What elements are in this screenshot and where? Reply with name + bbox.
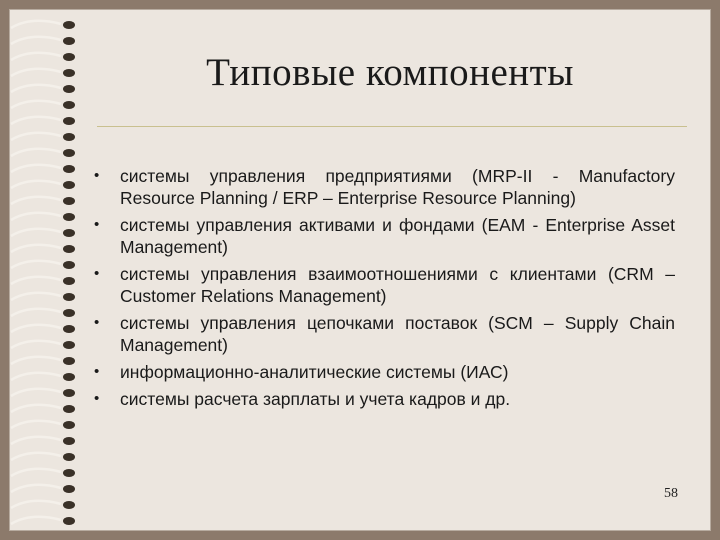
bullet-icon: •	[94, 265, 100, 282]
bullet-text: системы управления взаимоотношениями с клиентами (CRM – Customer Relations Management)	[120, 264, 675, 306]
bullet-text: системы управления цепочками поставок (SCM – Supply Chain Management)	[120, 313, 675, 355]
list-item	[90, 165, 675, 209]
list-item	[90, 312, 675, 356]
binding-hole	[63, 117, 75, 125]
binding-ring	[11, 485, 61, 492]
binding-ring	[11, 85, 61, 92]
slide-title: Типовые компоненты	[206, 51, 574, 94]
binding-hole	[63, 421, 75, 429]
bullet-icon: •	[94, 314, 100, 331]
binding-ring	[11, 149, 61, 156]
binding-ring	[11, 21, 61, 28]
list-item	[90, 263, 675, 307]
binding-ring	[11, 341, 61, 348]
binding-hole	[63, 293, 75, 301]
binding-ring	[11, 117, 61, 124]
binding-ring	[11, 101, 61, 108]
binding-ring	[11, 229, 61, 236]
binding-hole	[63, 437, 75, 445]
binding-ring	[11, 389, 61, 396]
binding-ring	[11, 309, 61, 316]
bullet-list	[90, 165, 675, 415]
binding-ring	[11, 245, 61, 252]
binding-ring	[11, 181, 61, 188]
binding-hole	[63, 37, 75, 45]
binding-ring	[11, 405, 61, 412]
title-divider	[97, 126, 687, 127]
binding-hole	[63, 133, 75, 141]
binding-ring	[11, 261, 61, 268]
binding-hole	[63, 325, 75, 333]
binding-ring	[11, 133, 61, 140]
binding-ring	[11, 277, 61, 284]
binding-hole	[63, 453, 75, 461]
binding-hole	[63, 517, 75, 525]
binding-hole	[63, 309, 75, 317]
list-item	[90, 361, 675, 383]
bullet-text: информационно-аналитические системы (ИАС)	[120, 362, 509, 382]
bullet-icon: •	[94, 216, 100, 233]
binding-hole	[63, 149, 75, 157]
binding-hole	[63, 341, 75, 349]
binding-ring	[11, 325, 61, 332]
bullet-icon: •	[94, 167, 100, 184]
bullet-text: системы расчета зарплаты и учета кадров и др.	[120, 389, 511, 409]
binding-hole	[63, 245, 75, 253]
binding-hole	[63, 101, 75, 109]
list-item	[90, 388, 675, 410]
binding-hole	[63, 85, 75, 93]
binding-ring	[11, 421, 61, 428]
binding-ring	[11, 197, 61, 204]
binding-ring	[11, 453, 61, 460]
binding-hole	[63, 389, 75, 397]
binding-ring	[11, 501, 61, 508]
binding-hole	[63, 165, 75, 173]
binding-ring	[11, 213, 61, 220]
bullet-text: системы управления активами и фондами (EAM - Enterprise Asset Management)	[120, 215, 675, 257]
binding-ring	[11, 165, 61, 172]
binding-hole	[63, 197, 75, 205]
binding-hole	[63, 261, 75, 269]
binding-hole	[63, 213, 75, 221]
binding-hole	[63, 53, 75, 61]
list-item	[90, 214, 675, 258]
bullet-icon: •	[94, 390, 100, 407]
bullet-text: системы управления предприятиями (MRP-II - Manufactory Resource Planning / ERP – Enterprise Resource Planning)	[120, 166, 675, 208]
binding-ring	[11, 53, 61, 60]
page-number: 58	[664, 486, 678, 501]
binding-ring	[11, 437, 61, 444]
binding-hole	[63, 485, 75, 493]
binding-hole	[63, 373, 75, 381]
spiral-binding	[9, 14, 79, 526]
binding-ring	[11, 293, 61, 300]
binding-hole	[63, 277, 75, 285]
binding-hole	[63, 181, 75, 189]
binding-hole	[63, 21, 75, 29]
binding-hole	[63, 229, 75, 237]
binding-hole	[63, 69, 75, 77]
binding-ring	[11, 373, 61, 380]
binding-hole	[63, 469, 75, 477]
binding-hole	[63, 405, 75, 413]
binding-ring	[11, 37, 61, 44]
binding-ring	[11, 517, 61, 524]
binding-ring	[11, 69, 61, 76]
binding-ring	[11, 469, 61, 476]
binding-hole	[63, 501, 75, 509]
binding-ring	[11, 357, 61, 364]
bullet-icon: •	[94, 363, 100, 380]
binding-hole	[63, 357, 75, 365]
